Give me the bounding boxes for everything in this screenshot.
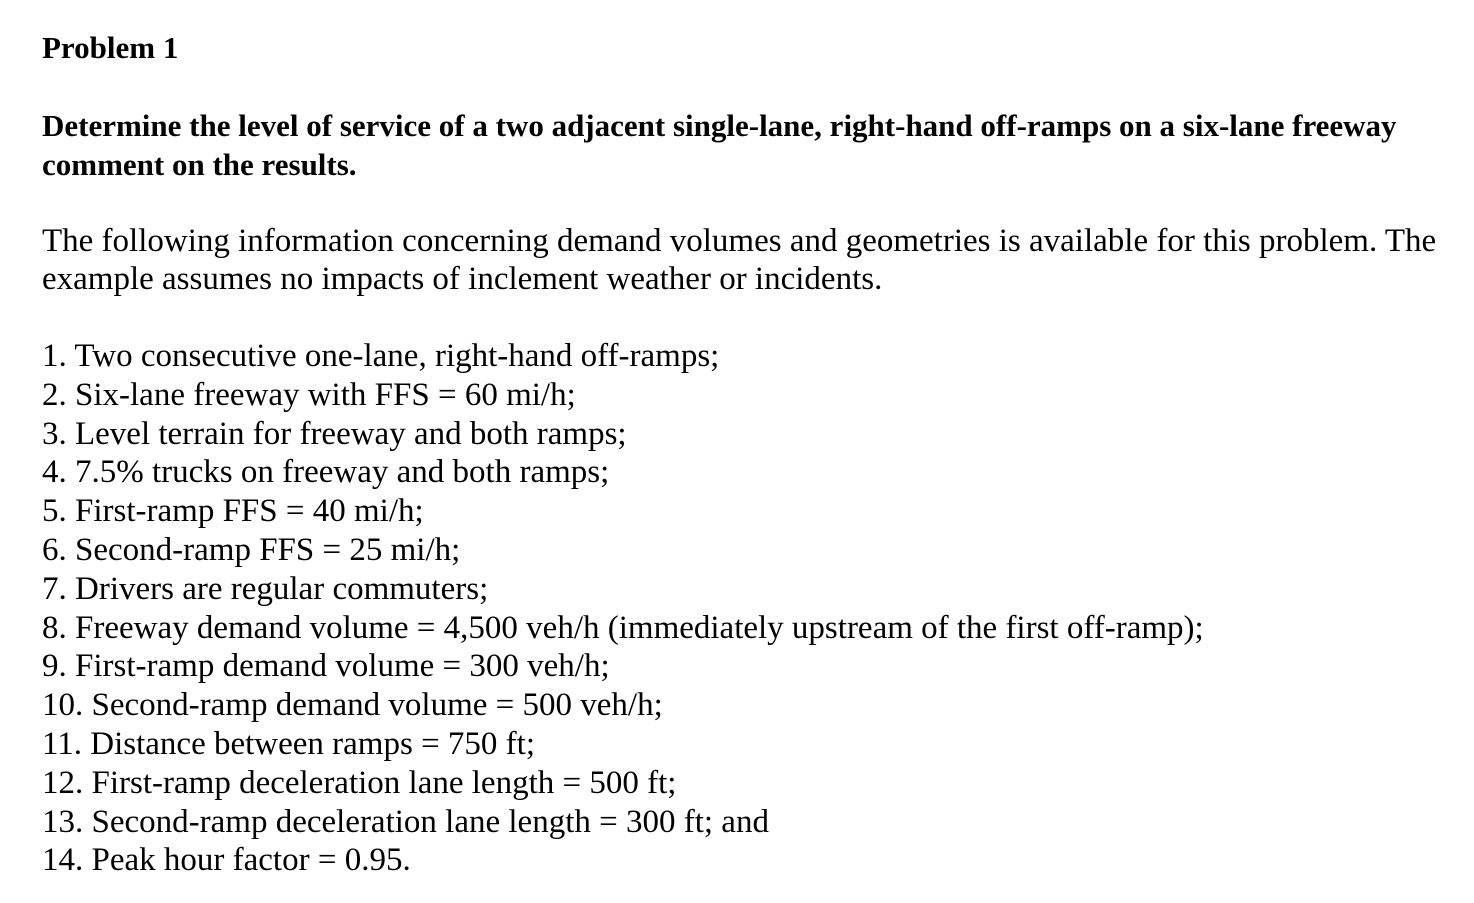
given-data-list [42, 337, 1452, 880]
intro-paragraph: The following information concerning demand volumes and geometries is available for this problem. The example assumes no impacts of inclement weather or incidents. [42, 223, 1437, 297]
list-item: 7. Drivers are regular commuters; [42, 570, 489, 607]
list-item: 11. Distance between ramps = 750 ft; [42, 725, 536, 762]
list-item: 3. Level terrain for freeway and both ramps; [42, 415, 627, 452]
list-item: 14. Peak hour factor = 0.95. [42, 842, 411, 879]
list-item: 4. 7.5% trucks on freeway and both ramps; [42, 454, 610, 491]
list-item: 10. Second-ramp demand volume = 500 veh/h; [42, 687, 663, 724]
list-item: 6. Second-ramp FFS = 25 mi/h; [42, 531, 461, 568]
document-body [42, 28, 1452, 880]
list-item: 1. Two consecutive one-lane, right-hand off-ramps; [42, 338, 720, 374]
list-item: 12. First-ramp deceleration lane length = 500 ft; [42, 764, 677, 801]
problem-heading: Problem 1 [42, 30, 179, 65]
list-item: 5. First-ramp FFS = 40 mi/h; [42, 493, 424, 530]
list-item: 8. Freeway demand volume = 4,500 veh/h (immediately upstream of the first off-ramp); [42, 609, 1204, 646]
list-item: 2. Six-lane freeway with FFS = 60 mi/h; [42, 376, 576, 413]
list-item: 13. Second-ramp deceleration lane length = 300 ft; and [42, 803, 769, 840]
list-item: 9. First-ramp demand volume = 300 veh/h; [42, 648, 610, 685]
task-statement: Determine the level of service of a two adjacent single-lane, right-hand off-ramps on a six-lane freeway comment on the results. [42, 108, 1397, 182]
